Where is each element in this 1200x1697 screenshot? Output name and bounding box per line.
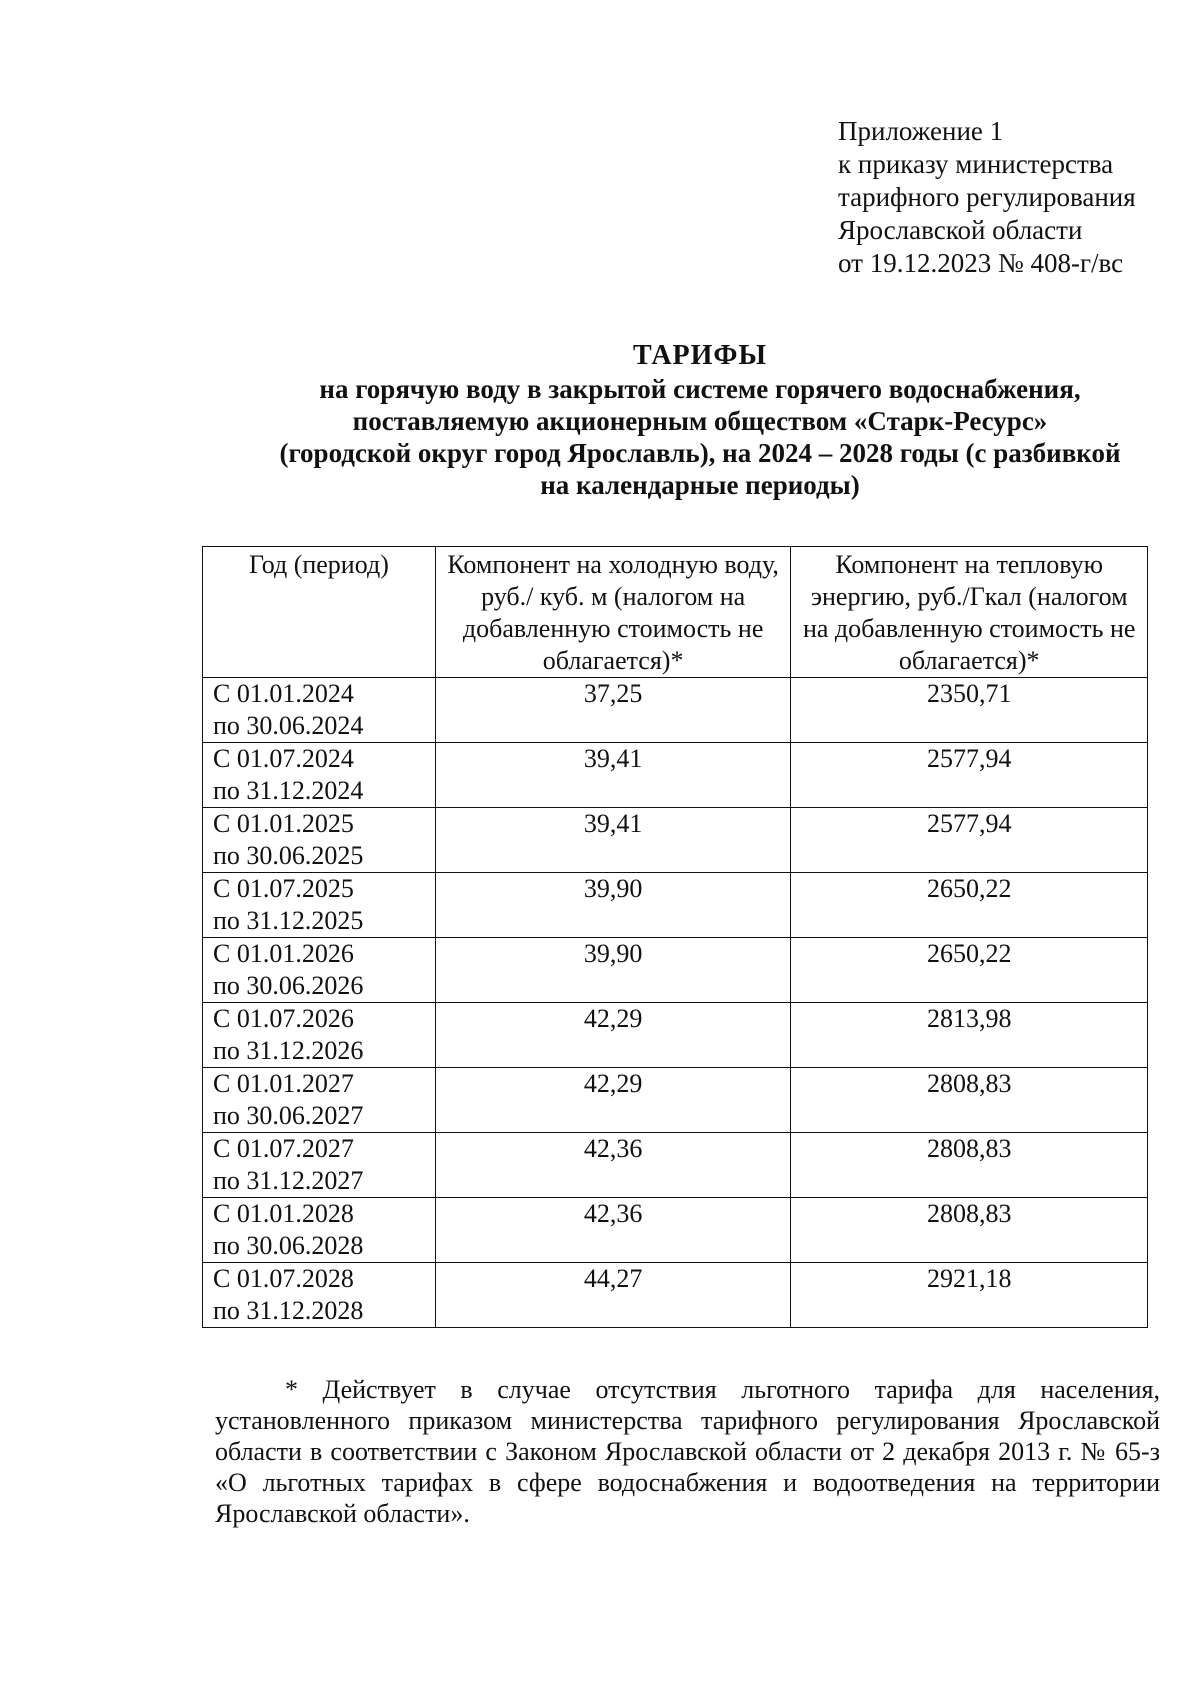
appendix-order-number: от 19.12.2023 № 408-г/вс <box>838 248 1124 278</box>
period-start: С 01.01.2028 <box>213 1199 354 1228</box>
period-cell <box>203 938 436 1003</box>
appendix-line: к приказу министерства <box>838 149 1114 179</box>
period-end: по 31.12.2027 <box>213 1166 364 1195</box>
heat-energy-tariff-cell: 2650,22 <box>791 873 1148 938</box>
header-heat-energy: Компонент на тепловую энергию, руб./Гкал (налогом на добавленную стоимость не облагается)* <box>791 547 1148 678</box>
title-line: на горячую воду в закрытой системе горячего водоснабжения, <box>319 374 1081 404</box>
period-start: С 01.07.2027 <box>213 1134 354 1163</box>
period-start: С 01.07.2024 <box>213 744 354 773</box>
appendix-line: тарифного регулирования <box>838 182 1136 212</box>
title-line: поставляемую акционерным обществом «Старк-Ресурс» <box>352 406 1048 436</box>
tariffs-table <box>202 546 1148 1328</box>
cold-water-tariff-cell: 42,29 <box>435 1068 791 1133</box>
cold-water-tariff-cell: 39,90 <box>435 873 791 938</box>
cold-water-tariff-cell: 39,41 <box>435 743 791 808</box>
heat-energy-tariff-cell: 2350,71 <box>791 678 1148 743</box>
cold-water-tariff-cell: 37,25 <box>435 678 791 743</box>
footnote: * Действует в случае отсутствия льготного тарифа для населения, установленного приказом министерства тарифного регулирования Ярославской области в соответствии с Законом Ярославской области от 2 декабря 2013 г. № 65-з «О льготных тарифах в сфере водоснабжения и водоотведения на территории Ярославской области». <box>215 1375 1160 1528</box>
table-row <box>203 938 1148 1003</box>
period-end: по 31.12.2028 <box>213 1296 364 1325</box>
period-end: по 30.06.2024 <box>213 711 364 740</box>
period-start: С 01.07.2026 <box>213 1004 354 1033</box>
appendix-line: Приложение 1 <box>838 116 1004 146</box>
heat-energy-tariff-cell: 2921,18 <box>791 1263 1148 1328</box>
cold-water-tariff-cell: 42,29 <box>435 1003 791 1068</box>
period-cell <box>203 1068 436 1133</box>
table-row <box>203 873 1148 938</box>
period-end: по 30.06.2026 <box>213 971 364 1000</box>
table-row <box>203 1133 1148 1198</box>
period-cell <box>203 1263 436 1328</box>
header-period: Год (период) <box>203 547 436 678</box>
header-cold-water: Компонент на холодную воду, руб./ куб. м (налогом на добавленную стоимость не облагается)* <box>435 547 791 678</box>
heat-energy-tariff-cell: 2577,94 <box>791 743 1148 808</box>
heat-energy-tariff-cell: 2808,83 <box>791 1198 1148 1263</box>
period-start: С 01.07.2025 <box>213 874 354 903</box>
cold-water-tariff-cell: 44,27 <box>435 1263 791 1328</box>
period-end: по 31.12.2024 <box>213 776 364 805</box>
period-cell <box>203 808 436 873</box>
heat-energy-tariff-cell: 2813,98 <box>791 1003 1148 1068</box>
heat-energy-tariff-cell: 2577,94 <box>791 808 1148 873</box>
period-cell <box>203 743 436 808</box>
document-title <box>200 340 1200 501</box>
period-start: С 01.01.2027 <box>213 1069 354 1098</box>
period-end: по 31.12.2026 <box>213 1036 364 1065</box>
heat-energy-tariff-cell: 2808,83 <box>791 1133 1148 1198</box>
cold-water-tariff-cell: 39,41 <box>435 808 791 873</box>
heat-energy-tariff-cell: 2650,22 <box>791 938 1148 1003</box>
title-line: на календарные периоды) <box>540 470 860 500</box>
period-start: С 01.01.2025 <box>213 809 354 838</box>
table-row <box>203 1198 1148 1263</box>
table-row <box>203 743 1148 808</box>
table-row <box>203 678 1148 743</box>
appendix-line: Ярославской области <box>838 215 1083 245</box>
table-row <box>203 808 1148 873</box>
period-start: С 01.07.2028 <box>213 1264 354 1293</box>
table-header-row <box>203 547 1148 678</box>
period-cell <box>203 873 436 938</box>
period-cell <box>203 1003 436 1068</box>
heat-energy-tariff-cell: 2808,83 <box>791 1068 1148 1133</box>
cold-water-tariff-cell: 42,36 <box>435 1198 791 1263</box>
page-title: ТАРИФЫ <box>633 340 767 371</box>
period-end: по 30.06.2028 <box>213 1231 364 1260</box>
period-cell <box>203 1133 436 1198</box>
table-row <box>203 1068 1148 1133</box>
cold-water-tariff-cell: 39,90 <box>435 938 791 1003</box>
period-cell <box>203 678 436 743</box>
table-row <box>203 1003 1148 1068</box>
period-end: по 30.06.2027 <box>213 1101 364 1130</box>
period-end: по 30.06.2025 <box>213 841 364 870</box>
period-start: С 01.01.2024 <box>213 679 354 708</box>
table-row <box>203 1263 1148 1328</box>
cold-water-tariff-cell: 42,36 <box>435 1133 791 1198</box>
period-end: по 31.12.2025 <box>213 906 364 935</box>
period-cell <box>203 1198 436 1263</box>
appendix-reference <box>838 115 1136 280</box>
period-start: С 01.01.2026 <box>213 939 354 968</box>
title-line: (городской округ город Ярославль), на 2024 – 2028 годы (с разбивкой <box>279 438 1121 468</box>
